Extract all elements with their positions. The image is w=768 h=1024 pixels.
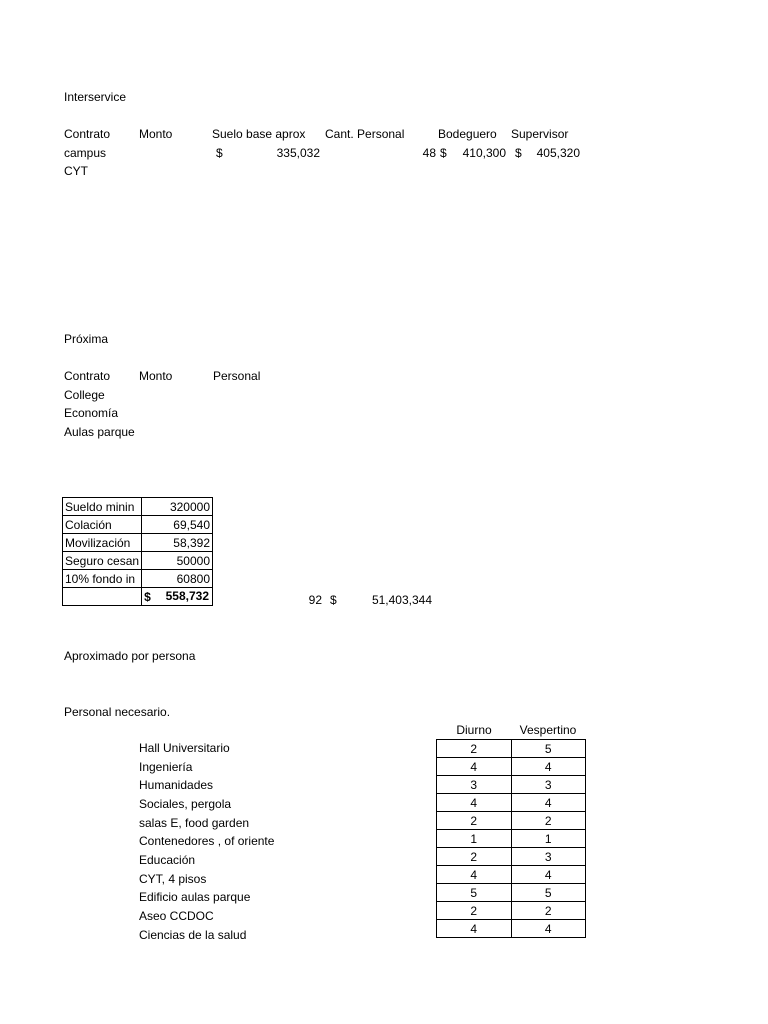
table-row	[437, 866, 586, 884]
currency-sign: $	[515, 146, 522, 160]
currency-sign: $	[216, 146, 223, 160]
table-row	[437, 794, 586, 812]
header-supervisor: Supervisor	[511, 127, 569, 141]
diurno-cell: 4	[437, 866, 512, 884]
row-label-college: College	[64, 388, 105, 402]
staffing-label: salas E, food garden	[139, 816, 250, 830]
staffing-label: Edificio aulas parque	[139, 890, 251, 904]
cost-value: 60800	[142, 570, 213, 588]
section-title-proxima: Próxima	[64, 332, 109, 346]
cost-value: 320000	[142, 498, 213, 516]
header-sueldo-base: Suelo base aprox	[212, 127, 306, 141]
note-aproximado: Aproximado por persona	[64, 649, 196, 663]
header-personal: Personal	[213, 369, 261, 383]
header-vespertino: Vespertino	[519, 723, 577, 737]
diurno-cell: 2	[437, 848, 512, 866]
row-label-campus: campus	[64, 146, 107, 160]
vespertino-cell: 3	[511, 848, 586, 866]
header-monto: Monto	[139, 369, 173, 383]
cost-label: 10% fondo in	[63, 570, 142, 588]
table-row	[63, 498, 213, 516]
header-contrato: Contrato	[64, 127, 111, 141]
staffing-label: Ciencias de la salud	[139, 928, 247, 942]
table-row	[63, 534, 213, 552]
vespertino-cell: 4	[511, 866, 586, 884]
cost-total-value: 558,732	[165, 589, 209, 603]
currency-sign: $	[330, 593, 337, 607]
diurno-cell: 4	[437, 794, 512, 812]
table-row	[63, 552, 213, 570]
vespertino-cell: 2	[511, 902, 586, 920]
staffing-label: Humanidades	[139, 778, 214, 792]
table-row	[437, 830, 586, 848]
diurno-cell: 4	[437, 920, 512, 938]
staffing-label: Ingeniería	[139, 760, 193, 774]
staffing-label: Aseo CCDOC	[139, 909, 214, 923]
header-monto: Monto	[139, 127, 173, 141]
vespertino-cell: 4	[511, 920, 586, 938]
staffing-label: Sociales, pergola	[139, 797, 232, 811]
diurno-cell: 2	[437, 812, 512, 830]
header-contrato: Contrato	[64, 369, 111, 383]
currency-sign: $	[144, 589, 151, 604]
cost-label: Seguro cesan	[63, 552, 142, 570]
staffing-label: Hall Universitario	[139, 741, 230, 755]
table-row	[437, 902, 586, 920]
table-row	[437, 848, 586, 866]
diurno-cell: 5	[437, 884, 512, 902]
cost-total-cell	[142, 588, 213, 606]
cant-personal-value: 48	[422, 146, 436, 160]
cost-value: 50000	[142, 552, 213, 570]
sueldo-base-value: 335,032	[276, 146, 320, 160]
section-title-interservice: Interservice	[64, 90, 127, 104]
grand-total: 51,403,344	[371, 593, 432, 607]
table-row	[437, 920, 586, 938]
row-label-cyt: CYT	[64, 164, 88, 178]
vespertino-cell: 4	[511, 794, 586, 812]
header-cant-personal: Cant. Personal	[325, 127, 405, 141]
header-bodeguero: Bodeguero	[438, 127, 497, 141]
table-row	[437, 776, 586, 794]
cost-label: Movilización	[63, 534, 142, 552]
diurno-cell: 4	[437, 758, 512, 776]
cost-label: Sueldo minin	[63, 498, 142, 516]
vespertino-cell: 5	[511, 884, 586, 902]
cost-value: 58,392	[142, 534, 213, 552]
diurno-cell: 2	[437, 740, 512, 758]
table-row	[63, 516, 213, 534]
staffing-label: Educación	[139, 853, 196, 867]
row-label-aulas-parque: Aulas parque	[64, 425, 135, 439]
staffing-label: Contenedores , of oriente	[139, 834, 275, 848]
table-row-total	[63, 588, 213, 606]
vespertino-cell: 3	[511, 776, 586, 794]
staffing-label: CYT, 4 pisos	[139, 872, 207, 886]
empty-cell	[63, 588, 142, 606]
row-label-economia: Economía	[64, 406, 119, 420]
section-title-personal-necesario: Personal necesario.	[64, 705, 171, 719]
staffing-table	[436, 739, 586, 938]
vespertino-cell: 4	[511, 758, 586, 776]
currency-sign: $	[440, 146, 447, 160]
vespertino-cell: 1	[511, 830, 586, 848]
bodeguero-value: 410,300	[462, 146, 506, 160]
supervisor-value: 405,320	[536, 146, 580, 160]
vespertino-cell: 2	[511, 812, 586, 830]
personnel-count: 92	[308, 593, 322, 607]
header-diurno: Diurno	[456, 723, 492, 737]
diurno-cell: 3	[437, 776, 512, 794]
cost-value: 69,540	[142, 516, 213, 534]
table-row	[63, 570, 213, 588]
table-row	[437, 812, 586, 830]
diurno-cell: 2	[437, 902, 512, 920]
diurno-cell: 1	[437, 830, 512, 848]
table-row	[437, 758, 586, 776]
table-row	[437, 740, 586, 758]
table-row	[437, 884, 586, 902]
vespertino-cell: 5	[511, 740, 586, 758]
cost-label: Colación	[63, 516, 142, 534]
cost-table	[62, 497, 213, 606]
